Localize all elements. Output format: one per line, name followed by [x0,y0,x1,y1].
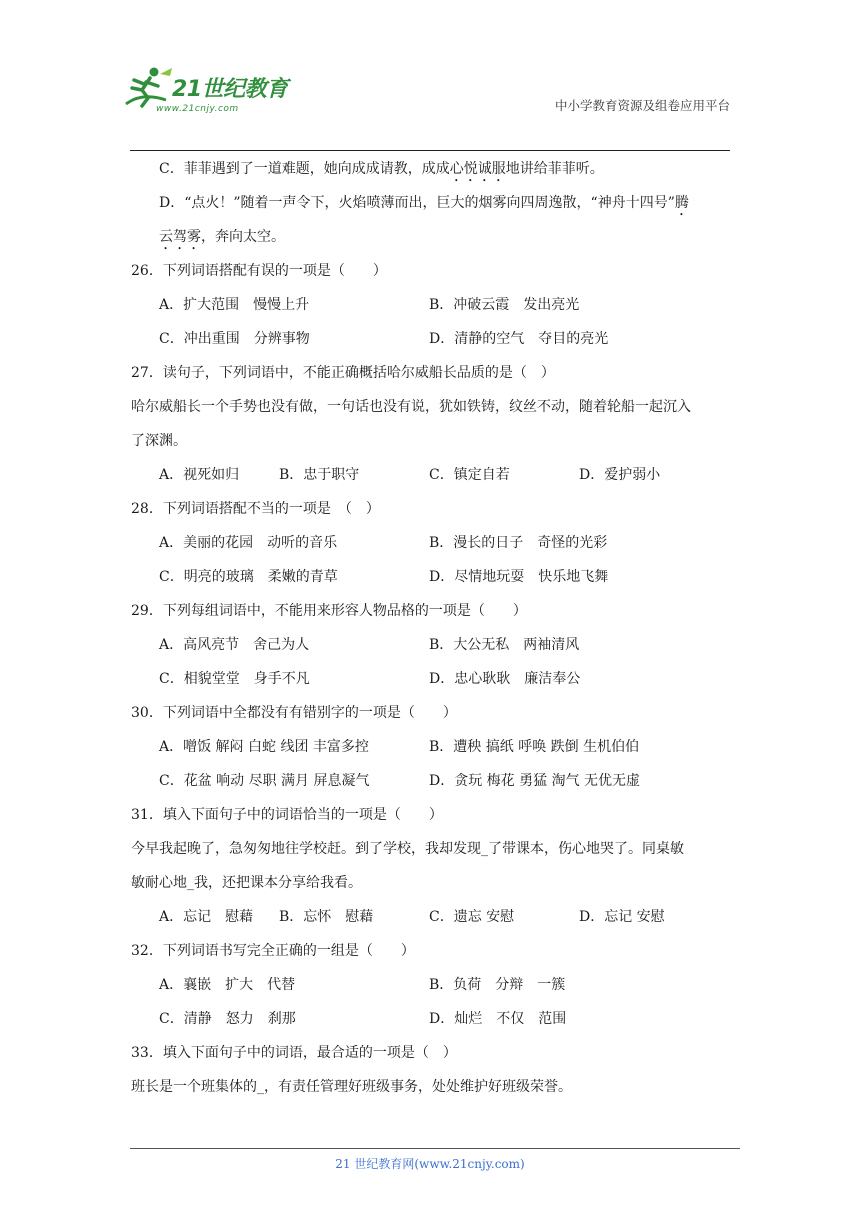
q25-option-c: C．菲菲遇到了一道难题，她向成成请教，成成心悦诚服地讲给菲菲听。 [159,161,604,177]
q28-options-cd: C．明亮的玻璃 柔嫩的青草 D．尽情地玩耍 快乐地飞舞 [159,569,609,585]
q31-passage-line1: 今早我起晚了，急匆匆地往学校赶。到了学校，我却发现_了带课本，伤心地哭了。同桌敏 [131,841,684,857]
q27-options: A．视死如归 B．忠于职守 C．镇定自若 D．爱护弱小 [159,467,661,483]
q33-stem: 33．填入下面句子中的词语，最合适的一项是（ ） [131,1045,457,1061]
q28-stem: 28．下列词语搭配不当的一项是 （ ） [131,501,380,517]
logo-url: www.21cnjy.com [156,104,239,114]
q32-options-cd: C．清静 怒力 刹那 D．灿烂 不仅 范围 [159,1011,567,1027]
q26-stem: 26．下列词语搭配有误的一项是（ ） [131,263,387,279]
q26-options-cd: C．冲出重围 分辨事物 D．清静的空气 夺目的亮光 [159,331,609,347]
q33-passage: 班长是一个班集体的_，有责任管理好班级事务，处处维护好班级荣誉。 [131,1079,572,1095]
q28-options-ab: A．美丽的花园 动听的音乐 B．漫长的日子 奇怪的光彩 [159,535,608,551]
q30-options-cd: C．花盆 响动 尽职 满月 屏息凝气 D．贪玩 梅花 勇猛 淘气 无优无虚 [159,773,641,789]
q31-passage-line2: 敏耐心地_我，还把课本分享给我看。 [131,875,362,891]
q26-options-ab: A．扩大范围 慢慢上升 B．冲破云霞 发出亮光 [159,297,580,313]
q27-stem: 27．读句子，下列词语中，不能正确概括哈尔威船长品质的是（ ） [131,365,555,381]
page-header [0,0,860,160]
logo [120,64,300,120]
q31-options: A．忘记 慰藉 B．忘怀 慰藉 C．遗忘 安慰 D．忘记 安慰 [159,909,665,925]
q29-options-cd: C．相貌堂堂 身手不凡 D．忠心耿耿 廉洁奉公 [159,671,581,687]
header-divider [130,150,730,151]
question-content [131,152,731,1104]
dotted-word-part2: 云驾雾 [159,229,201,245]
q25-option-d-line2: 云驾雾，奔向太空。 [159,229,285,245]
q27-passage-line1: 哈尔威船长一个手势也没有做，一句话也没有说，犹如铁铸，纹丝不动，随着轮船一起沉入 [131,399,691,415]
q25-option-d-line1: D．“点火！”随着一声令下，火焰喷薄而出，巨大的烟雾向四周逸散，“神舟十四号”腾 [159,195,689,211]
q30-options-ab: A．噌饭 解闷 白蛇 线团 丰富多控 B．遭秧 搞纸 呼唤 跌倒 生机伯伯 [159,739,640,755]
footer-text: 21 世纪教育网(www.21cnjy.com) [335,1157,525,1171]
logo-brand: 21世纪教育 [172,77,288,102]
q29-options-ab: A．高风亮节 舍己为人 B．大公无私 两袖清风 [159,637,580,653]
q31-stem: 31．填入下面句子中的词语恰当的一项是（ ） [131,807,443,823]
q30-stem: 30．下列词语中全都没有有错别字的一项是（ ） [131,705,457,721]
dotted-word-part1: 腾 [674,195,689,211]
q32-stem: 32．下列词语书写完全正确的一组是（ ） [131,943,415,959]
q27-passage-line2: 了深渊。 [131,433,187,449]
platform-name: 中小学教育资源及组卷应用平台 [554,98,730,113]
q32-options-ab: A．襄嵌 扩大 代替 B．负荷 分辩 一簇 [159,977,566,993]
footer-divider [130,1148,740,1149]
q29-stem: 29．下列每组词语中，不能用来形容人物品格的一项是（ ） [131,603,527,619]
